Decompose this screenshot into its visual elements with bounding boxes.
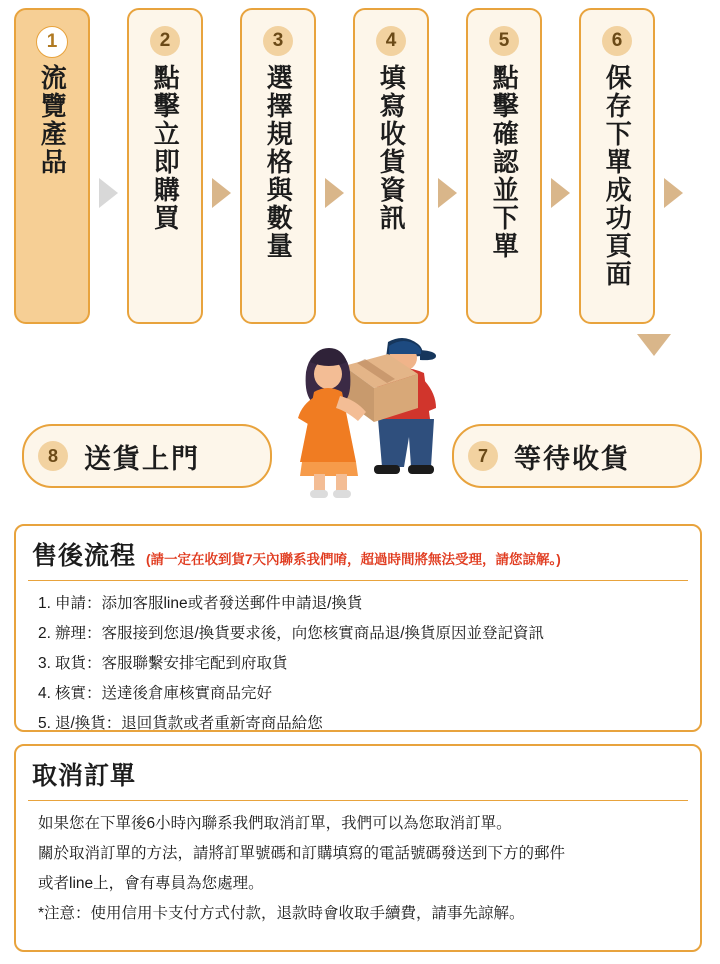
- cancel-order-panel: [14, 744, 702, 952]
- pill-number: 8: [38, 441, 68, 471]
- order-steps-flow: [14, 8, 714, 328]
- delivery-step-8: [22, 424, 272, 488]
- list-item: [38, 679, 682, 709]
- list-item: [38, 619, 682, 649]
- cancel-order-title: 取消訂單: [32, 762, 137, 790]
- step-number: 4: [376, 26, 406, 56]
- pill-label: 等待收貨: [514, 443, 630, 474]
- list-item-index: 2.: [38, 625, 51, 642]
- paragraph: *注意：使用信用卡支付方式付款，退款時會收取手續費，請事先諒解。: [38, 905, 525, 922]
- arrow-right-icon: [664, 178, 683, 208]
- arrow-right-icon: [212, 178, 231, 208]
- cancel-order-body: [16, 801, 700, 929]
- step-label: 點擊立即購買: [150, 64, 181, 232]
- list-item-text: 取貨：客服聯繫安排宅配到府取貨: [54, 655, 288, 672]
- step-card-2: [127, 8, 203, 324]
- arrow-right-icon: [438, 178, 457, 208]
- arrow-down-icon: [637, 334, 671, 356]
- paragraph: 如果您在下單後6小時內聯系我們取消訂單，我們可以為您取消訂單。: [38, 815, 512, 832]
- pill-number: 7: [468, 441, 498, 471]
- list-item-text: 辦理：客服接到您退/換貨要求後，向您核實商品退/換貨原因並登記資訊: [54, 625, 545, 642]
- pill-label: 送貨上門: [84, 443, 200, 474]
- step-card-4: [353, 8, 429, 324]
- step-label: 填寫收貨資訊: [376, 64, 407, 232]
- step-number: 3: [263, 26, 293, 56]
- step-number: 2: [150, 26, 180, 56]
- after-sales-list: [16, 581, 700, 739]
- list-item-index: 5.: [38, 715, 51, 732]
- list-item-index: 3.: [38, 655, 51, 672]
- step-card-1: [14, 8, 90, 324]
- list-item: [38, 709, 682, 739]
- list-item-text: 核實：送達後倉庫核實商品完好: [54, 685, 272, 702]
- list-item-index: 1.: [38, 595, 51, 612]
- after-sales-title: 售後流程: [32, 542, 137, 570]
- step-label: 選擇規格與數量: [263, 64, 294, 260]
- after-sales-note: (請一定在收到貨7天內聯系我們唷，超過時間將無法受理，請您諒解。): [146, 552, 561, 567]
- list-item: [38, 649, 682, 679]
- arrow-right-icon: [551, 178, 570, 208]
- step-label: 流覽產品: [37, 64, 68, 176]
- step-number: 5: [489, 26, 519, 56]
- after-sales-panel: [14, 524, 702, 732]
- step-label: 點擊確認並下單: [489, 64, 520, 260]
- delivery-illustration: [270, 318, 460, 500]
- step-card-3: [240, 8, 316, 324]
- after-sales-header: [16, 526, 700, 574]
- list-item-index: 4.: [38, 685, 51, 702]
- paragraph: 關於取消訂單的方法，請將訂單號碼和訂購填寫的電話號碼發送到下方的郵件: [38, 845, 566, 862]
- arrow-right-icon: [325, 178, 344, 208]
- cancel-order-header: [16, 746, 700, 794]
- step-card-5: [466, 8, 542, 324]
- step-number: 1: [36, 26, 68, 58]
- step-number: 6: [602, 26, 632, 56]
- list-item: [38, 589, 682, 619]
- arrow-right-icon: [99, 178, 118, 208]
- step-card-6: [579, 8, 655, 324]
- list-item-text: 申請：添加客服line或者發送郵件申請退/換貨: [54, 595, 363, 612]
- step-label: 保存下單成功頁面: [602, 64, 633, 288]
- paragraph: 或者line上，會有專員為您處理。: [38, 875, 264, 892]
- list-item-text: 退/換貨：退回貨款或者重新寄商品給您: [54, 715, 323, 732]
- delivery-step-7: [452, 424, 702, 488]
